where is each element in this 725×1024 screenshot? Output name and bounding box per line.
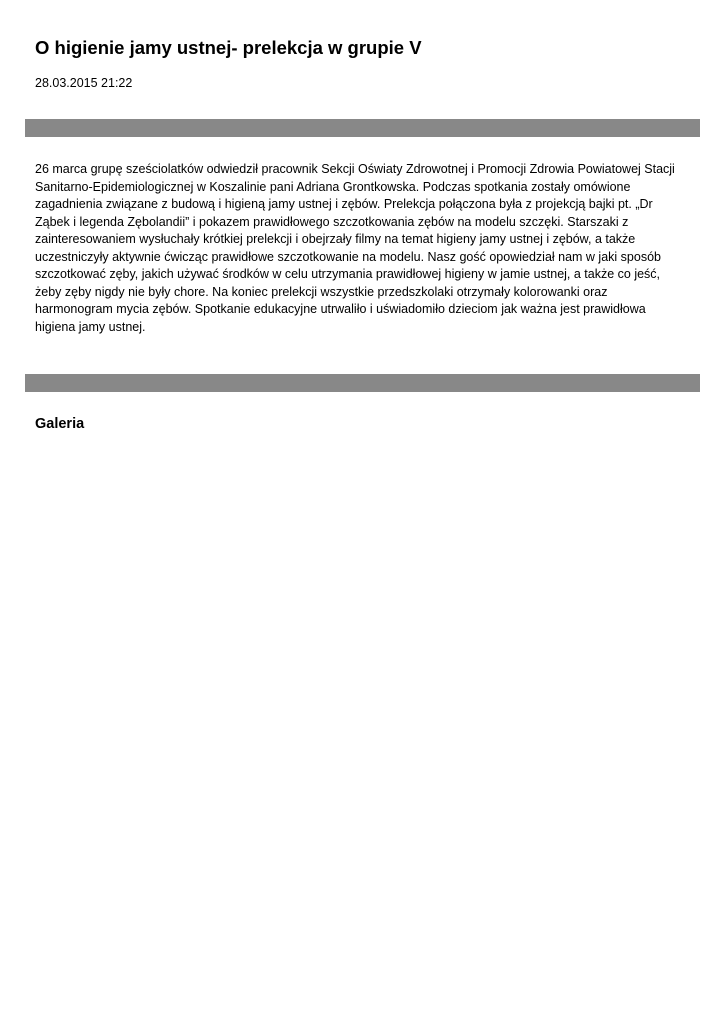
article-body-line: Sanitarno-Epidemiologicznej w Koszalinie pani Adriana Grontkowska. Podczas spotkania zostały omówione <box>35 179 631 194</box>
article-body-line: uczestniczyły aktywnie ćwicząc prawidłowe szczotkowanie na modelu. Nasz gość opowiedział nam w jaki sposób <box>35 249 661 264</box>
separator-bar-bottom <box>25 374 700 392</box>
publish-date: 28.03.2015 21:22 <box>35 76 133 90</box>
article-body-line: zainteresowaniem wysłuchały krótkiej prelekcji i obejrzały filmy na temat higieny jamy ustnej i zębów, a także <box>35 232 636 246</box>
article-body-line: szczotkować zęby, jakich używać środków w celu utrzymania prawidłowej higieny w jamie ustnej, a także co jeść, <box>35 267 661 281</box>
article-body-line: harmonogram mycia zębów. Spotkanie edukacyjne utrwaliło i uświadomiło dzieciom jak ważna jest prawidłowa <box>35 302 646 316</box>
article-body <box>35 161 695 336</box>
gallery-heading: Galeria <box>35 416 85 432</box>
separator-bar-top <box>25 119 700 137</box>
page-title: O higienie jamy ustnej- prelekcja w grupie V <box>35 37 422 58</box>
article-body-line: 26 marca grupę sześciolatków odwiedził pracownik Sekcji Oświaty Zdrowotnej i Promocji Zdrowia Powiatowej Stacji <box>35 162 675 176</box>
article-body-line: higiena jamy ustnej. <box>35 319 146 334</box>
article-body-line: Ząbek i legenda Zębolandii” i pokazem prawidłowego szczotkowania zębów na modelu szczęki. Starszaki z <box>35 214 629 229</box>
article-body-line: zagadnienia związane z budową i higieną jamy ustnej i zębów. Prelekcja połączona była z projekcją bajki pt. „Dr <box>35 197 653 211</box>
article-body-line: żeby zęby nigdy nie były chore. Na koniec prelekcji wszystkie przedszkolaki otrzymały kolorowanki oraz <box>35 284 608 299</box>
